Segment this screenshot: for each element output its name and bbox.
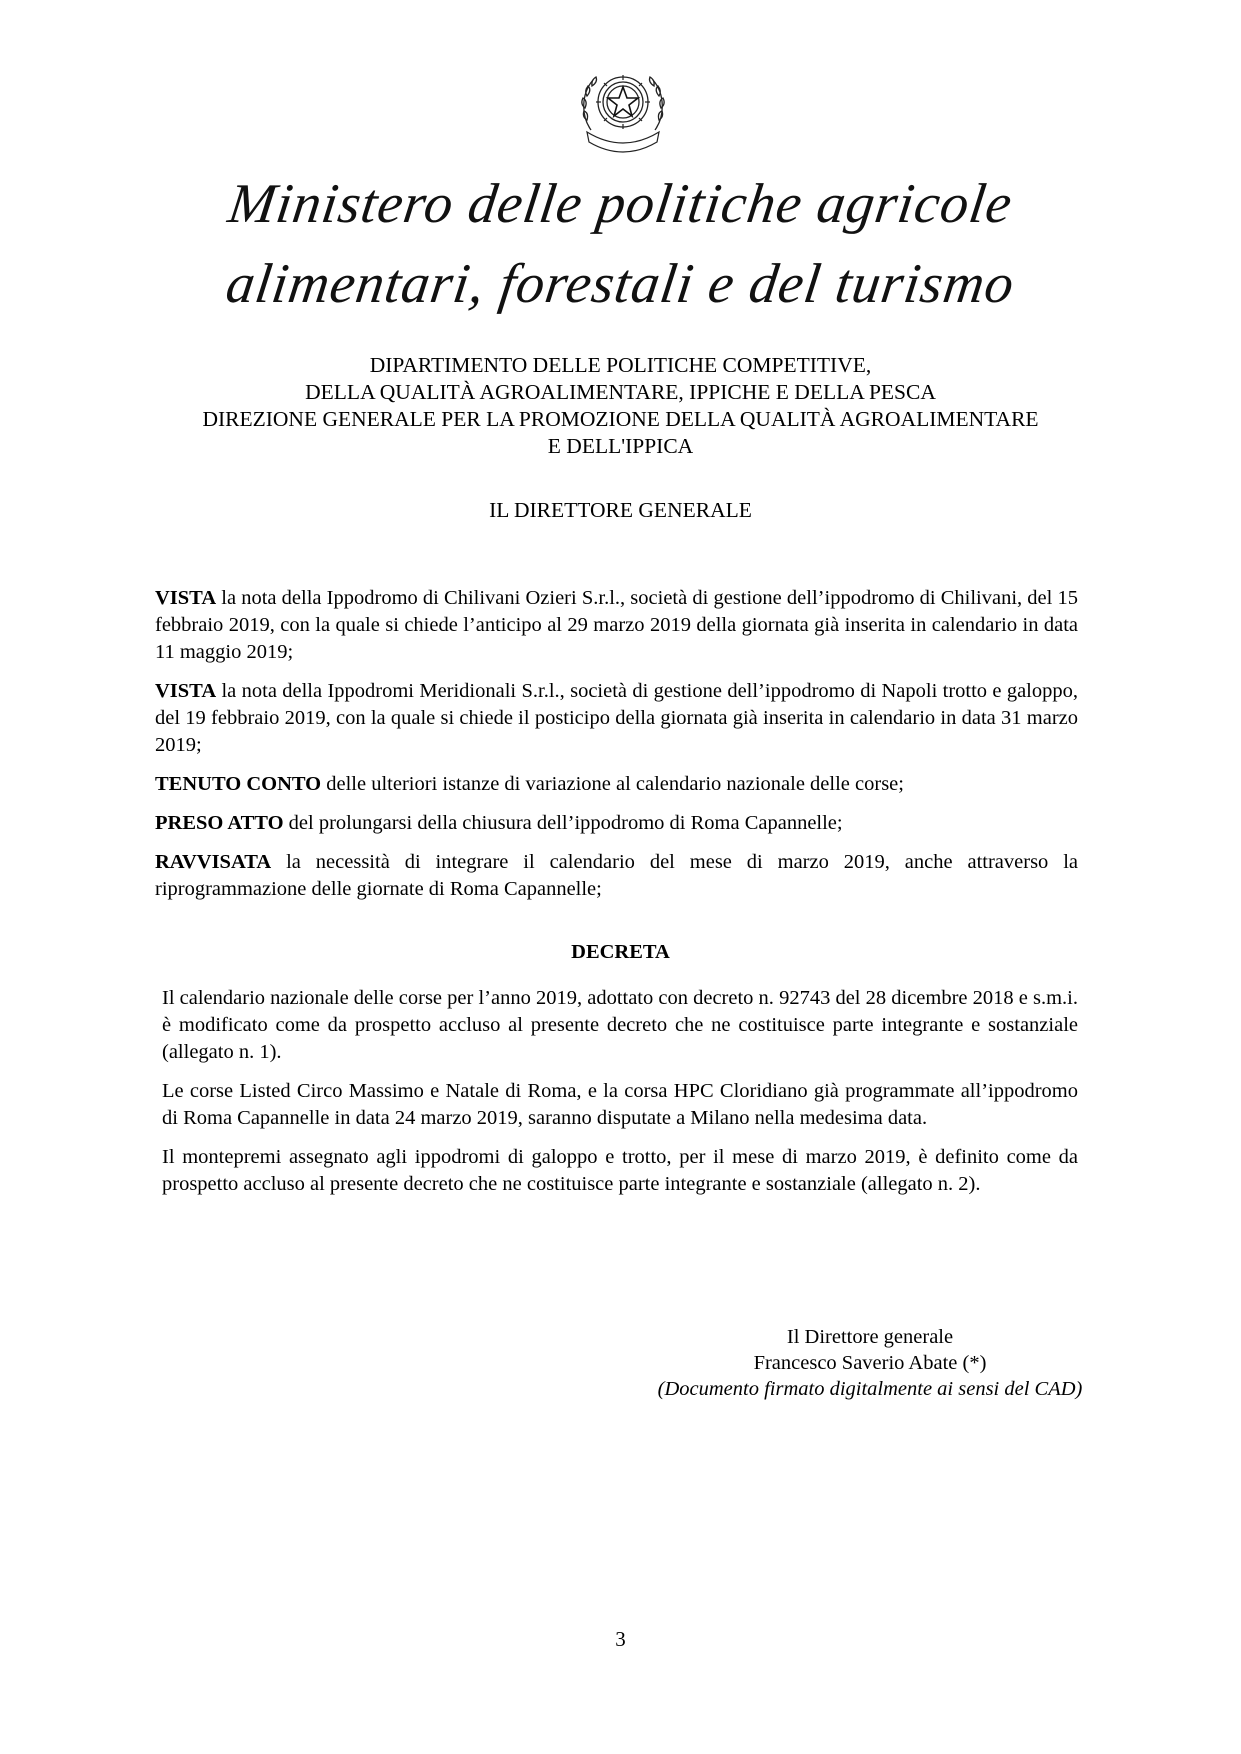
decree-section: [162, 985, 1078, 1210]
premise-paragraph: [155, 771, 1078, 798]
department-heading: [0, 352, 1241, 460]
decree-paragraph: Il calendario nazionale delle corse per l’anno 2019, adottato con decreto n. 92743 del 28 dicembre 2018 e s.m.i. è modificato come da prospetto accluso al presente decreto che ne costituisce parte integrante e sostanziale (allegato n. 1).: [162, 987, 1078, 1063]
premise-keyword: RAVVISATA: [155, 851, 272, 873]
department-line: E DELL'IPPICA: [547, 434, 694, 458]
premise-text: la necessità di integrare il calendario del mese di marzo 2019, anche attraverso la riprogrammazione delle giornate di Roma Capannelle;: [155, 851, 1078, 900]
decreta-heading: DECRETA: [571, 941, 670, 963]
ministry-title-line2: alimentari, forestali e del turismo: [222, 253, 1019, 315]
premise-paragraph: [155, 585, 1078, 666]
signer-name: Francesco Saverio Abate (*): [753, 1352, 987, 1374]
signature-block: [620, 1324, 1120, 1402]
decree-paragraph: Le corse Listed Circo Massimo e Natale di Roma, e la corsa HPC Cloridiano già programmate all’ippodromo di Roma Capannelle in data 24 marzo 2019, saranno disputate a Milano nella medesima data.: [162, 1080, 1078, 1129]
premise-text: delle ulteriori istanze di variazione al calendario nazionale delle corse;: [321, 773, 904, 795]
department-line: DIPARTIMENTO DELLE POLITICHE COMPETITIVE,: [369, 353, 872, 377]
decree-paragraph: Il montepremi assegnato agli ippodromi di galoppo e trotto, per il mese di marzo 2019, è definito come da prospetto accluso al presente decreto che ne costituisce parte integrante e sostanziale (allegato n. 2).: [162, 1146, 1078, 1195]
ministry-title-line1: Ministero delle politiche agricole: [224, 173, 1017, 235]
premise-keyword: PRESO ATTO: [155, 812, 284, 834]
premise-paragraph: [155, 678, 1078, 759]
premise-keyword: VISTA: [155, 680, 217, 702]
department-line: DIREZIONE GENERALE PER LA PROMOZIONE DELLA QUALITÀ AGROALIMENTARE: [202, 407, 1039, 431]
director-title: IL DIRETTORE GENERALE: [489, 498, 752, 522]
signer-role: Il Direttore generale: [786, 1326, 954, 1348]
premise-paragraph: [155, 849, 1078, 903]
emblem-of-italy-icon: [573, 58, 673, 158]
page-number: 3: [615, 1627, 626, 1651]
digital-signature-note: (Documento firmato digitalmente ai sensi del CAD): [657, 1378, 1083, 1400]
premise-text: del prolungarsi della chiusura dell’ippodromo di Roma Capannelle;: [283, 812, 843, 834]
premise-text: la nota della Ippodromi Meridionali S.r.l., società di gestione dell’ippodromo di Napoli trotto e galoppo, del 19 febbraio 2019, con la quale si chiede il posticipo della giornata già inserita in calendario in data 31 marzo 2019;: [155, 680, 1078, 756]
premises-section: [155, 585, 1078, 915]
department-line: DELLA QUALITÀ AGROALIMENTARE, IPPICHE E DELLA PESCA: [305, 380, 936, 404]
premise-keyword: TENUTO CONTO: [155, 773, 322, 795]
premise-paragraph: [155, 810, 1078, 837]
premise-keyword: VISTA: [155, 587, 217, 609]
premise-text: la nota della Ippodromo di Chilivani Ozieri S.r.l., società di gestione dell’ippodromo di Chilivani, del 15 febbraio 2019, con la quale si chiede l’anticipo al 29 marzo 2019 della giornata già inserita in calendario in data 11 maggio 2019;: [155, 587, 1078, 663]
